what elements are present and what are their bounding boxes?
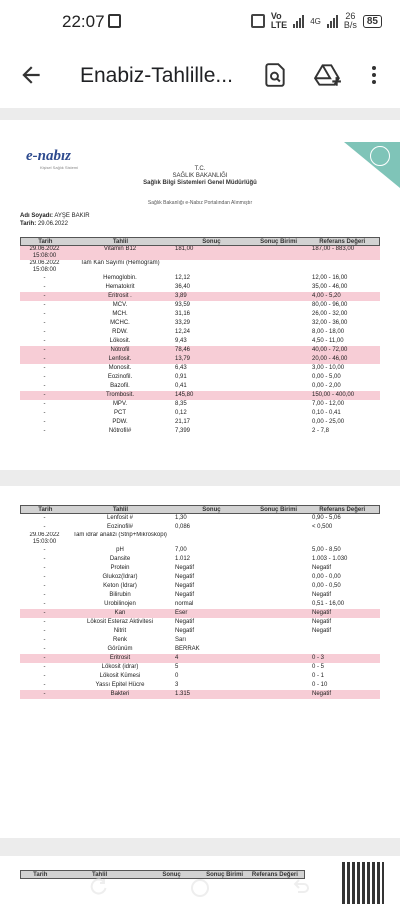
signal-icon (293, 15, 304, 28)
cell-date: - (43, 365, 46, 371)
table-row (20, 391, 380, 400)
cell-test: Trombosit. (105, 392, 135, 398)
cell-result (171, 260, 252, 274)
cell-test: Dansite (109, 556, 131, 562)
cell-reference: 5,00 - 8,50 (312, 547, 341, 553)
cell-result: 12,12 (175, 275, 191, 281)
table-row (20, 319, 380, 328)
table-row (20, 591, 380, 600)
cell-result: 3,89 (175, 293, 187, 299)
cell-result: 31,16 (175, 311, 191, 317)
column-header: Referans Değeri (319, 239, 366, 245)
cell-date: - (43, 592, 46, 598)
cell-test: Kan (114, 610, 126, 616)
cell-reference: Negatif (312, 691, 332, 697)
cell-date: - (43, 583, 46, 589)
cell-test: PCT (114, 410, 126, 416)
cell-result: Sarı (175, 637, 187, 643)
cell-unit (252, 409, 306, 418)
network-speed (344, 12, 357, 30)
cell-reference: 4,50 - 11,00 (312, 338, 344, 344)
cell-unit (252, 618, 306, 627)
cell-reference: 32,00 - 36,00 (312, 320, 348, 326)
cell-result: 21,17 (175, 419, 191, 425)
cell-unit (252, 427, 306, 436)
cell-result: 9,43 (175, 338, 187, 344)
cell-test: MPV. (112, 401, 128, 407)
recent-apps-icon[interactable] (90, 878, 108, 901)
cell-date: - (43, 673, 46, 679)
cell-reference: 26,00 - 32,00 (312, 311, 348, 317)
table-row (20, 609, 380, 618)
cell-test: Monosit. (108, 365, 132, 371)
cell-test: Tam Kan Sayımı (Hemogram) (80, 260, 160, 266)
table-row (20, 427, 380, 436)
cell-result: 0,086 (175, 524, 191, 530)
column-header: Tahlil (91, 872, 108, 878)
cell-reference: Negatif (312, 565, 332, 571)
cell-date: - (43, 401, 46, 407)
cell-result: 78,46 (175, 347, 191, 353)
cell-test: Eozinofil# (106, 524, 133, 530)
cell-date: 29.06.2022 15:08:00 (29, 246, 60, 259)
cell-unit (252, 364, 306, 373)
cell-unit (252, 654, 306, 663)
cell-result: 3 (175, 682, 179, 688)
cell-unit (252, 319, 306, 328)
cell-test: Nötrofil (110, 347, 130, 353)
cell-reference: Negatif (312, 592, 332, 598)
cell-unit (252, 663, 306, 672)
cell-reference: 0,00 - 0,50 (312, 583, 341, 589)
cell-date: 29.06.2022 15:08:00 (29, 260, 60, 273)
cell-reference: 0,00 - 0,00 (312, 574, 341, 580)
table-row (20, 532, 380, 546)
cell-unit (252, 564, 306, 573)
back-nav-icon[interactable] (292, 878, 310, 901)
cell-test: Protein (110, 565, 130, 571)
cell-unit (252, 301, 306, 310)
cell-unit (252, 514, 306, 523)
cell-test: PDW. (112, 419, 128, 425)
cell-result: 36,40 (175, 284, 191, 290)
cell-reference: 12,00 - 16,00 (312, 275, 348, 281)
cell-test: Görünüm (107, 646, 133, 652)
back-arrow-icon[interactable] (18, 62, 46, 90)
column-header: Tarih (38, 507, 53, 513)
cell-unit (252, 418, 306, 427)
search-in-document-icon[interactable] (262, 62, 290, 90)
cell-date: - (43, 347, 46, 353)
table-row (20, 274, 380, 283)
cell-reference: 3,00 - 10,00 (312, 365, 345, 371)
table-row (20, 663, 380, 672)
cell-unit (252, 283, 306, 292)
cell-unit (252, 591, 306, 600)
logo-text: e-nabız (26, 148, 71, 164)
cell-reference: 0 - 3 (312, 655, 325, 661)
table-row (20, 514, 380, 523)
patient-name (20, 213, 90, 219)
cell-test: Eritrosit . (108, 293, 132, 299)
cell-test: Hemoglobin. (103, 275, 137, 281)
table-row (20, 409, 380, 418)
cell-result: 0 (175, 673, 179, 679)
column-header: Referans Değeri (251, 872, 298, 878)
ministry-seal-icon (370, 146, 390, 166)
cell-date: - (43, 682, 46, 688)
cell-reference: 35,00 - 46,00 (312, 284, 348, 290)
cell-test: Yassı Epitel Hücre (95, 682, 145, 688)
table-row (20, 292, 380, 301)
cell-date: - (43, 655, 46, 661)
cell-reference (306, 636, 380, 645)
cell-reference: 0,00 - 5,00 (312, 374, 341, 380)
cell-test: Lökosit. (109, 338, 131, 344)
cell-test: Vitamin B12 (103, 246, 137, 252)
column-header: Sonuç (202, 507, 221, 513)
table-row (20, 690, 380, 699)
volte-indicator (271, 12, 287, 30)
cell-date: - (43, 619, 46, 625)
status-bar (0, 0, 400, 44)
cell-unit (252, 672, 306, 681)
table-row (20, 627, 380, 636)
cell-test: pH (116, 547, 124, 553)
cell-date: - (43, 646, 46, 652)
cell-reference: 8,00 - 18,00 (312, 329, 345, 335)
speed-unit: B/s (343, 20, 357, 30)
cell-test: Nitrit (113, 628, 127, 634)
cell-date: - (43, 691, 46, 697)
cell-test: Renk (112, 637, 127, 643)
table-row (20, 555, 380, 564)
table-row (20, 373, 380, 382)
cell-date: - (43, 410, 46, 416)
cell-test: Tam idrar analizi (Strip+Mikroskopi) (73, 532, 167, 538)
cell-reference: < 0,500 (312, 524, 333, 530)
cell-result: 0,91 (175, 374, 187, 380)
cell-reference: 150,00 - 400,00 (312, 392, 355, 398)
cell-unit (252, 690, 306, 699)
vibrate-icon (251, 14, 265, 28)
cell-result: Negatif (175, 592, 195, 598)
cell-reference: 0,00 - 25,00 (312, 419, 345, 425)
cell-test: Lenfosit. (108, 356, 132, 362)
cell-result: BERRAK (175, 646, 200, 652)
table-row (20, 328, 380, 337)
cell-date: - (43, 275, 46, 281)
table-row (20, 400, 380, 409)
column-header: Sonuç Birimi (260, 507, 298, 513)
table-row (20, 346, 380, 355)
cell-result: Negatif (175, 628, 195, 634)
cell-unit (252, 636, 306, 645)
cell-reference: 20,00 - 46,00 (312, 356, 348, 362)
cell-reference: Negatif (312, 610, 332, 616)
cell-date: - (43, 547, 46, 553)
cell-test: RDW. (112, 329, 128, 335)
cell-date: - (43, 293, 46, 299)
cell-unit (252, 627, 306, 636)
cell-date: 29.06.2022 15:03:00 (29, 532, 60, 545)
cell-test: Lökosit Kümesi (99, 673, 141, 679)
cell-result: Negatif (175, 583, 195, 589)
cell-test: Urobilinojen (104, 601, 136, 607)
cell-unit (252, 260, 306, 274)
cell-test: MCH. (112, 311, 128, 317)
table-row (20, 355, 380, 364)
cell-unit (252, 645, 306, 654)
cell-test: Keton (İdrar) (103, 583, 137, 589)
cell-result: 4 (175, 655, 179, 661)
cell-reference: 40,00 - 72,00 (312, 347, 348, 353)
table-row (20, 301, 380, 310)
battery-icon: 85 (363, 15, 382, 28)
document-page-2 (0, 486, 400, 838)
cell-date: - (43, 311, 46, 317)
cell-date: - (43, 320, 46, 326)
cell-test: Lökosit Esteraz Aktivitesi (86, 619, 154, 625)
cell-reference (306, 645, 380, 654)
source-note: Sağlık Bakanlığı e-Nabız Portalından Alınmıştır (147, 200, 253, 206)
column-header: Tarih (38, 239, 53, 245)
cell-result: 7,399 (175, 428, 191, 434)
signal-icon-2 (327, 15, 338, 28)
cell-test: Lökosit (idrar) (101, 664, 139, 670)
cell-date: - (43, 515, 46, 521)
cell-result: 13,79 (175, 356, 191, 362)
cell-reference: 0 - 10 (312, 682, 328, 688)
cell-test: Bazofil. (110, 383, 130, 389)
table-row (20, 382, 380, 391)
cell-result: 145,80 (175, 392, 194, 398)
document-title: Enabiz-Tahlille... (80, 64, 233, 87)
table-header (20, 237, 380, 246)
cell-date: - (43, 374, 46, 380)
cell-test: Lenfosit # (106, 515, 134, 521)
cell-result: 5 (175, 664, 179, 670)
cell-result: Eser (175, 610, 188, 616)
table-row (20, 418, 380, 427)
cell-date: - (43, 428, 46, 434)
cell-test: Bakteri (110, 691, 130, 697)
cell-date: - (43, 565, 46, 571)
cell-unit (252, 292, 306, 301)
cell-date: - (43, 637, 46, 643)
cell-date: - (43, 284, 46, 290)
column-header: Tahlil (112, 507, 129, 513)
cell-unit (252, 382, 306, 391)
date-value: 29.06.2022 (37, 221, 68, 227)
cell-unit (252, 600, 306, 609)
date-label: Tarih: (20, 221, 37, 227)
cell-result: 33,29 (175, 320, 191, 326)
speed-value: 26 (345, 11, 356, 21)
cell-result: 7,00 (175, 547, 187, 553)
cell-reference: 0 - 5 (312, 664, 325, 670)
column-header: Sonuç Birimi (206, 872, 244, 878)
table-header (20, 505, 380, 514)
home-icon[interactable] (190, 878, 210, 903)
logo-subtitle: Kişisel Sağlık Sistemi (40, 165, 79, 170)
cell-result: 181,00 (175, 246, 194, 252)
cell-date: - (43, 338, 46, 344)
status-time: 22:07 (62, 12, 105, 31)
cell-unit (252, 573, 306, 582)
cell-result: 1.012 (175, 556, 191, 562)
cell-test: Glukoz(İdrar) (102, 574, 138, 580)
cell-test: MCHC. (110, 320, 130, 326)
volte-bottom: LTE (270, 20, 288, 30)
column-header: Tahlil (112, 239, 129, 245)
cell-reference: 80,00 - 96,00 (312, 302, 348, 308)
cell-reference: 7,00 - 12,00 (312, 401, 345, 407)
column-header: Tarih (33, 872, 48, 878)
cell-date: - (43, 664, 46, 670)
table-row (20, 573, 380, 582)
table-row (20, 681, 380, 690)
cell-unit (252, 373, 306, 382)
cell-unit (252, 582, 306, 591)
column-header: Sonuç (162, 872, 181, 878)
cell-date: - (43, 356, 46, 362)
table-row (20, 582, 380, 591)
header-department: Sağlık Bilgi Sistemleri Genel Müdürlüğü (143, 180, 257, 186)
cell-unit (252, 400, 306, 409)
table-row (20, 618, 380, 627)
cell-reference: 0,00 - 2,00 (312, 383, 341, 389)
drive-add-icon[interactable] (314, 62, 342, 90)
cell-test: Hematokrit (105, 284, 135, 290)
cell-unit (252, 310, 306, 319)
cell-date: - (43, 556, 46, 562)
cell-result: Negatif (175, 619, 195, 625)
cell-unit (252, 328, 306, 337)
table-row (20, 672, 380, 681)
name-label: Adı Soyadı: (20, 213, 54, 219)
cell-date: - (43, 610, 46, 616)
cell-result: 1,30 (175, 515, 187, 521)
table-row (20, 310, 380, 319)
cell-result: 93,59 (175, 302, 191, 308)
table-row (20, 364, 380, 373)
cell-unit (252, 555, 306, 564)
cell-result: Negatif (175, 574, 195, 580)
cell-reference: 1.003 - 1.030 (312, 556, 348, 562)
table-row (20, 600, 380, 609)
table-row (20, 564, 380, 573)
cell-reference: 187,00 - 883,00 (312, 246, 355, 252)
notification-icon (108, 14, 121, 28)
cell-reference: 0 - 1 (312, 673, 325, 679)
cell-result: 12,24 (175, 329, 191, 335)
table-row (20, 283, 380, 292)
cell-date: - (43, 329, 46, 335)
cell-result: 0,41 (175, 383, 187, 389)
cell-date: - (43, 628, 46, 634)
header-ministry: SAĞLIK BAKANLIĞI (172, 173, 228, 179)
cell-date: - (43, 574, 46, 580)
cell-result: normal (175, 601, 194, 607)
cell-unit (252, 609, 306, 618)
app-bar (0, 44, 400, 108)
report-date (20, 221, 68, 227)
cell-result (171, 532, 252, 546)
status-icons (251, 12, 382, 30)
cell-date: - (43, 601, 46, 607)
more-vert-icon[interactable] (362, 62, 390, 90)
cell-reference: 0,51 - 16,00 (312, 601, 345, 607)
cell-reference: 0,90 - 5,06 (312, 515, 341, 521)
cell-reference: Negatif (312, 619, 332, 625)
cell-result: 8,35 (175, 401, 187, 407)
cell-reference: Negatif (312, 628, 332, 634)
cell-test: Bilirubin (109, 592, 131, 598)
column-header: Referans Değeri (319, 507, 366, 513)
system-navigation-bar (0, 866, 400, 906)
cell-unit (252, 274, 306, 283)
results-table-page-2 (20, 505, 380, 699)
cell-result: 6,43 (175, 365, 187, 371)
cell-reference: 0,10 - 0,41 (312, 410, 341, 416)
cell-date: - (43, 524, 46, 530)
cell-reference (306, 260, 380, 274)
cell-unit (252, 355, 306, 364)
table-row (20, 654, 380, 663)
cell-date: - (43, 302, 46, 308)
cell-date: - (43, 383, 46, 389)
volte-top: Vo (270, 11, 282, 21)
cell-reference: 2 - 7,8 (312, 428, 330, 434)
results-table-page-1 (20, 237, 380, 436)
cell-test: Eozinofil. (107, 374, 133, 380)
table-row (20, 523, 380, 532)
header-tc: T.C. (194, 166, 206, 172)
document-page-1 (0, 120, 400, 470)
table-row (20, 260, 380, 274)
cell-unit (252, 523, 306, 532)
column-header: Sonuç Birimi (260, 239, 298, 245)
cell-result: 1.315 (175, 691, 191, 697)
name-value: AYŞE BAKIR (54, 213, 90, 219)
table-row (20, 246, 380, 260)
table-row (20, 645, 380, 654)
table-row (20, 337, 380, 346)
table-row (20, 546, 380, 555)
cell-unit (252, 337, 306, 346)
cell-date: - (43, 392, 46, 398)
cell-test: Eritrosit (109, 655, 131, 661)
cell-result: 0,12 (175, 410, 187, 416)
cell-unit (252, 391, 306, 400)
table-row (20, 636, 380, 645)
cell-test: MCV. (112, 302, 128, 308)
cell-test: Nötrofil# (108, 428, 132, 434)
cell-unit (252, 681, 306, 690)
network-type: 4G (310, 16, 321, 26)
cell-date: - (43, 419, 46, 425)
cell-unit (252, 246, 306, 260)
cell-unit (252, 532, 306, 546)
cell-unit (252, 546, 306, 555)
cell-unit (252, 346, 306, 355)
column-header: Sonuç (202, 239, 221, 245)
cell-result: Negatif (175, 565, 195, 571)
cell-reference (306, 532, 380, 546)
cell-reference: 4,00 - 5,20 (312, 293, 341, 299)
